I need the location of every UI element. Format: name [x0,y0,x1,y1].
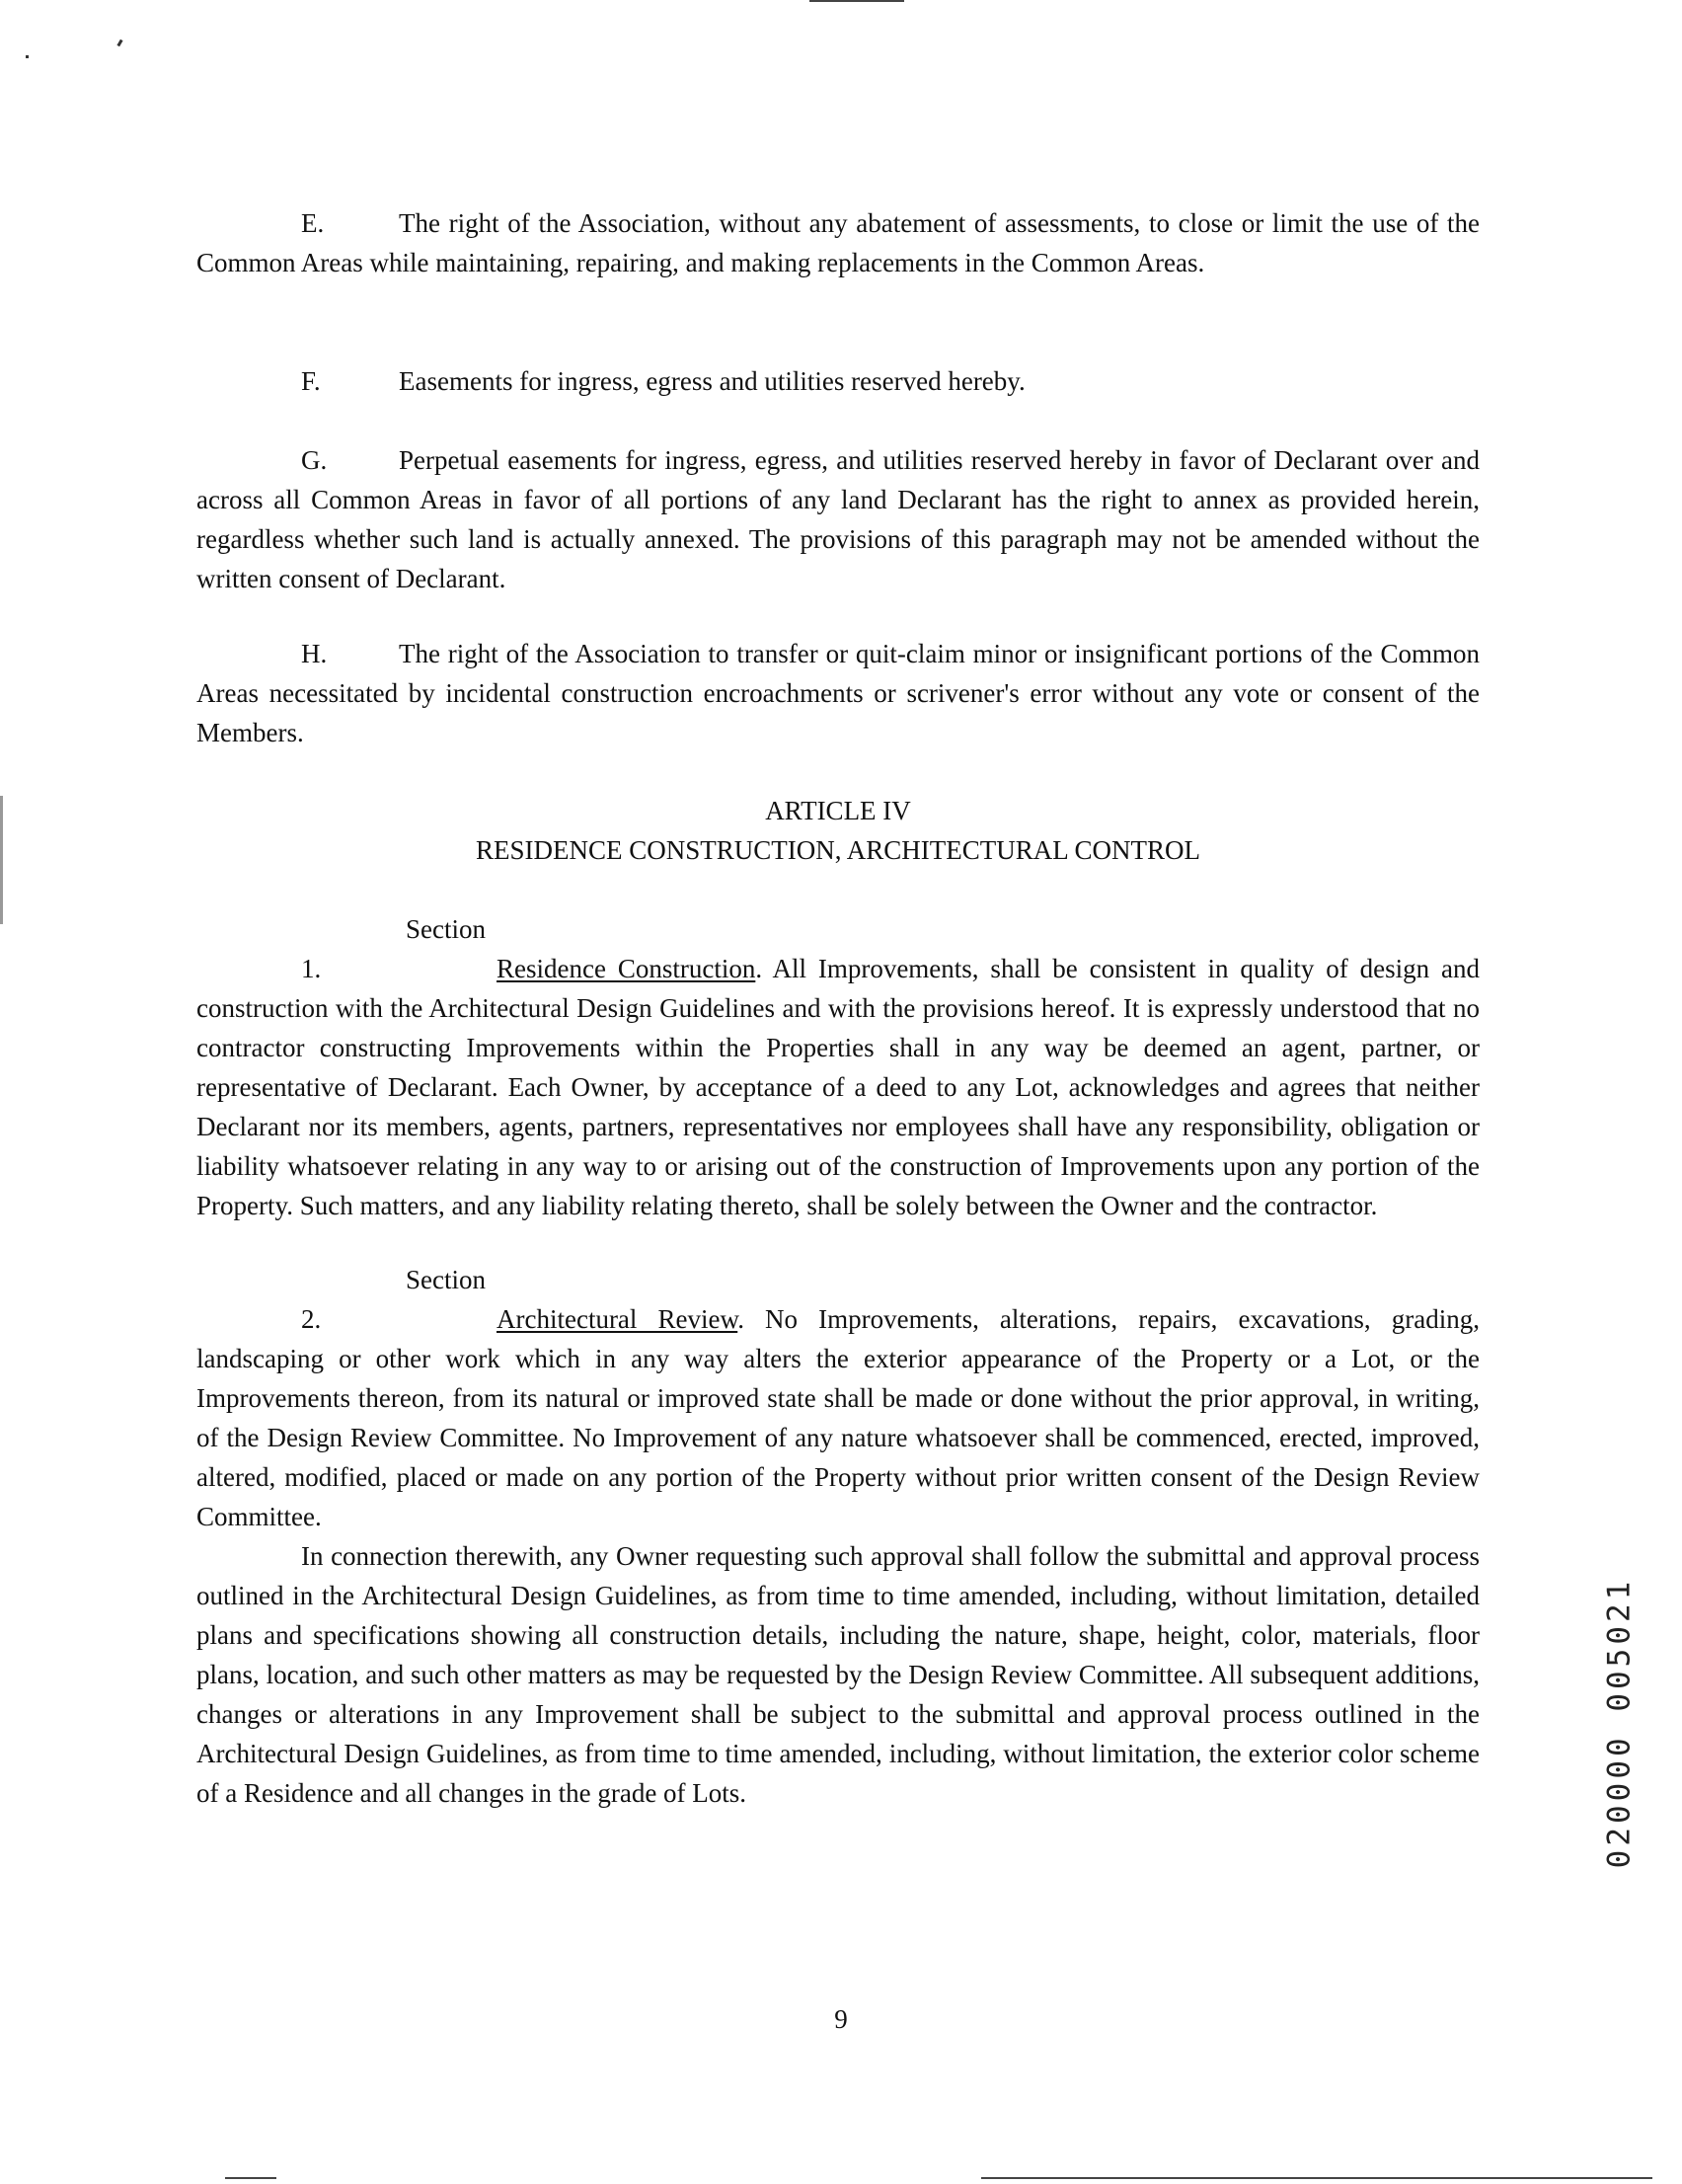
list-item-g [196,440,1480,598]
list-item-f [196,361,1480,401]
item-text: Perpetual easements for ingress, egress, and utilities reserved hereby in favor of Declarant over and across all Common Areas in favor of all portions of any land Declarant has the right to annex as provided herein, regardless whether such land is actually annexed. The provisions of this paragraph may not be amended without the written consent of Declarant. [196,445,1480,593]
item-text: The right of the Association, without any abatement of assessments, to close or limit the use of the Common Areas while maintaining, repairing, and making replacements in the Common Areas. [196,208,1480,277]
scan-speck [116,39,122,47]
section-text: . No Improvements, alterations, repairs, excavations, grading, landscaping or other work which in any way alters the exterior appearance of the Property or a Lot, or the Improvements thereon, from its natural or improved state shall be made or done without the prior approval, in writing, of the Design Review Committee. No Improvement of any nature whatsoever shall be commenced, erected, improved, altered, modified, placed or made on any portion of the Property without prior written consent of the Design Review Committee. [196,1304,1480,1531]
scan-edge-mark-top [809,0,904,2]
scan-speck [0,796,3,924]
scan-edge-mark-bottom-left [225,2177,276,2179]
section-number: Section 2. [301,1265,486,1334]
item-letter: F. [301,366,321,396]
margin-stamp [1601,1577,1638,1869]
item-text: Easements for ingress, egress and utilities reserved hereby. [399,366,1026,396]
section-2 [196,1260,1480,1536]
scan-speck [26,55,29,58]
scan-edge-mark-bottom-right [981,2177,1652,2179]
page-number: 9 [834,2004,848,2034]
item-text: The right of the Association to transfer or quit-claim minor or insignificant portions of the Common Areas necessitated by incidental construction encroachments or scrivener's error without any vote or consent of the Members. [196,639,1480,747]
article-title: RESIDENCE CONSTRUCTION, ARCHITECTURAL CONTROL [475,835,1200,865]
section-number: Section 1. [301,914,486,983]
list-item-h [196,634,1480,752]
section-title: Residence Construction [497,954,756,983]
item-letter: G. [301,445,328,475]
article-number: ARTICLE IV [765,796,911,825]
section-1 [196,909,1480,1225]
margin-stamp-text: 020000 005021 [1601,1577,1638,1869]
item-letter: H. [301,639,328,668]
article-heading [196,791,1480,870]
section-text: . All Improvements, shall be consistent in quality of design and construction with the Architectural Design Guidelines and with the provisions hereof. It is expressly understood that no contractor constructing Improvements within the Properties shall in any way be deemed an agent, partner, or representative of Declarant. Each Owner, by acceptance of a deed to any Lot, acknowledges and agrees that neither Declarant nor its members, agents, partners, representatives nor employees shall have any responsibility, obligation or liability whatsoever relating in any way to or arising out of the construction of Improvements upon any portion of the Property. Such matters, and any liability relating thereto, shall be solely between the Owner and the contractor. [196,954,1480,1220]
section-title: Architectural Review [497,1304,738,1334]
item-letter: E. [301,208,325,238]
list-item-e [196,203,1480,282]
continuation-paragraph: In connection therewith, any Owner requesting such approval shall follow the submittal and approval process outlined in the Architectural Design Guidelines, as from time to time amended, including, without limitation, detailed plans and specifications showing all construction details, including the nature, shape, height, color, materials, floor plans, location, and such other matters as may be requested by the Design Review Committee. All subsequent additions, changes or alterations in any Improvement shall be subject to the submittal and approval process outlined in the Architectural Design Guidelines, as from time to time amended, including, without limitation, the exterior color scheme of a Residence and all changes in the grade of Lots. [196,1541,1480,1808]
